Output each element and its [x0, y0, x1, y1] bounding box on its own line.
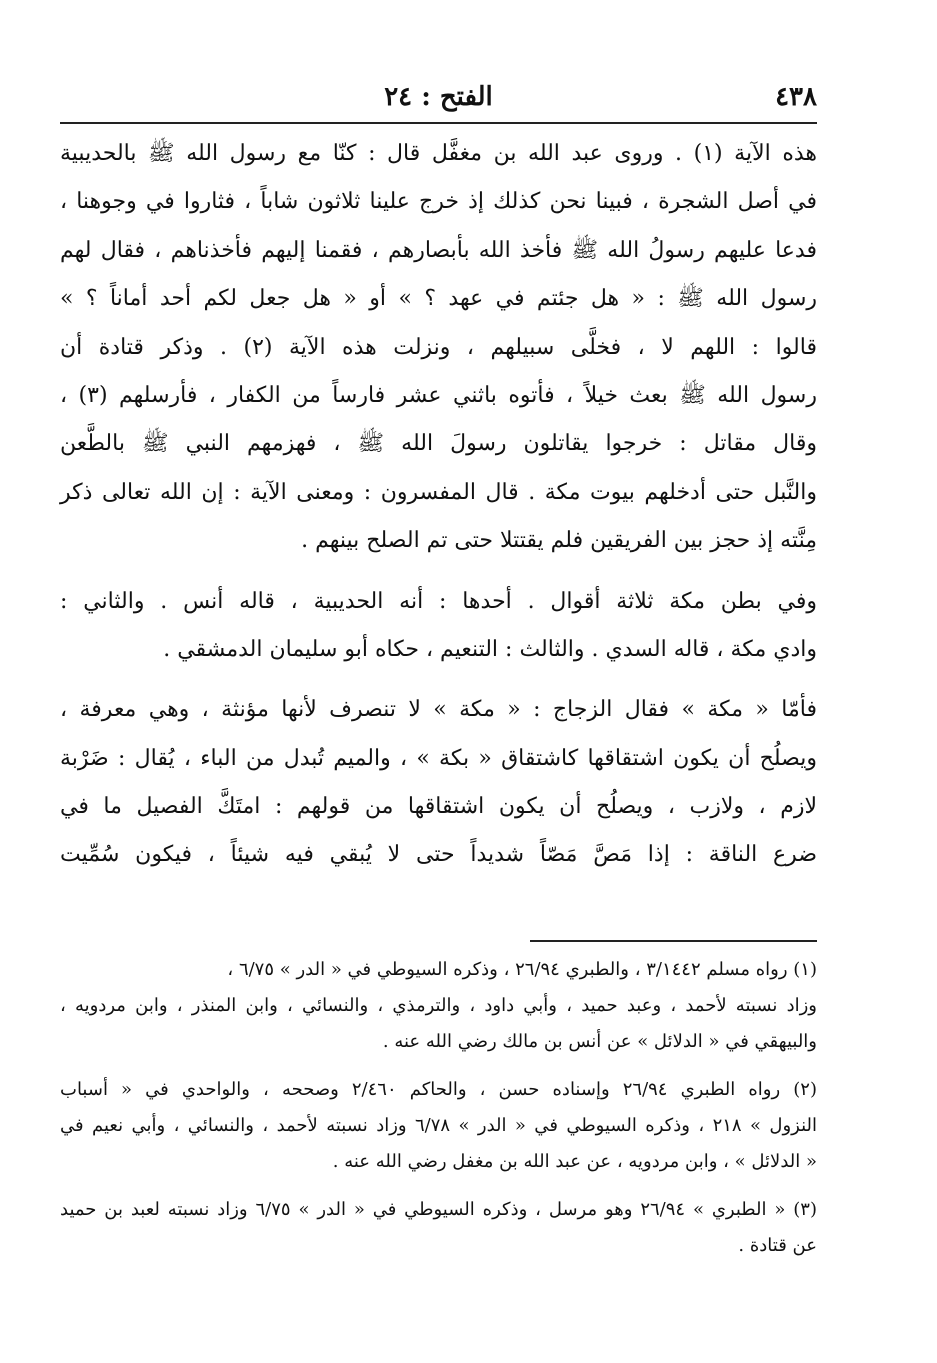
- text-line: قالوا : اللهم لا ، فخلَّى سبيلهم ، ونزلت هذه الآية (٢) . وذكر قتادة أن: [60, 334, 817, 360]
- footnotes: [60, 952, 817, 1264]
- text-line: في أصل الشجرة ، فبينا نحن كذلك إذ خرج علينا ثلاثون شاباً ، فثاروا في وجوهنا ،: [60, 189, 817, 215]
- running-title: الفتح : ٢٤: [384, 82, 493, 112]
- text-line: ضرع الناقة : إذا مَصَّ مَصّاً شديداً حتى لا يُبقي فيه شيئاً ، فيكون سُمِّيت: [60, 842, 817, 868]
- text-line: وفي بطن مكة ثلاثة أقوال . أحدها : أنه الحديبية ، قاله أنس . والثاني :: [60, 588, 817, 614]
- text-line: لازم ، ولازب ، ويصلُح أن يكون اشتقاقها من قولهم : امتَكَّ الفصيل ما في: [60, 794, 817, 820]
- text-line: هذه الآية (١) . وروى عبد الله بن مغفَّل قال : كنّا مع رسول الله ﷺ بالحديبية: [60, 141, 817, 166]
- footnote-line: والبيهقي في « الدلائل » عن أنس بن مالك رضي الله عنه .: [382, 1031, 817, 1052]
- footnote-divider: [530, 940, 817, 942]
- header-divider: [60, 122, 817, 124]
- page-number: ٤٣٨: [775, 82, 817, 112]
- text-line: مِنَّته إذ حجز بين الفريقين فلم يقتتلا حتى تم الصلح بينهم .: [301, 528, 817, 554]
- text-line: والنَّبل حتى أدخلهم بيوت مكة . قال المفسرون : ومعنى الآية : إن الله تعالى ذكر: [60, 479, 817, 505]
- text-line: وقال مقاتل : خرجوا يقاتلون رسولَ الله ﷺ ، فهزمهم النبي ﷺ بالطَّعن: [60, 431, 817, 457]
- text-line: وادي مكة ، قاله السدي . والثالث : التنعيم ، حكاه أبو سليمان الدمشقي .: [163, 636, 817, 662]
- text-line: فأمّا « مكة » فقال الزجاج : « مكة » لا تنصرف لأنها مؤنثة ، وهي معرفة ،: [60, 697, 817, 723]
- footnote-line: (٣) « الطبري » ٢٦/٩٤ وهو مرسل ، وذكره السيوطي في « الدر » ٦/٧٥ وزاد نسبته لعبد بن حميد: [60, 1199, 817, 1220]
- page-header: [60, 82, 817, 122]
- footnote-line: (١) رواه مسلم ٣/١٤٤٢ ، والطبري ٢٦/٩٤ ، وذكره السيوطي في « الدر » ٦/٧٥ ،: [227, 959, 817, 980]
- footnote-line: عن قتادة .: [738, 1235, 817, 1256]
- footnote-line: وزاد نسبته لأحمد ، وعبد حميد ، وأبي داود ، والترمذي ، والنسائي ، وابن المنذر ، وابن مردويه ،: [60, 995, 817, 1016]
- text-line: رسول الله ﷺ : « هل جئتم في عهد ؟ » أو « هل جعل لكم أحد أماناً ؟ »: [60, 286, 817, 312]
- footnote-line: النزول » ٢١٨ ، وذكره السيوطي في « الدر » ٦/٧٨ وزاد نسبته لأحمد ، والنسائي ، وأبي نعيم في: [60, 1115, 818, 1136]
- footnote-line: (٢) رواه الطبري ٢٦/٩٤ وإسناده حسن ، والحاكم ٢/٤٦٠ وصححه ، والواحدي في « أسباب: [60, 1079, 817, 1100]
- main-text: [60, 130, 817, 880]
- text-line: فدعا عليهم رسولُ الله ﷺ فأخذ الله بأبصارهم ، فقمنا إليهم فأخذناهم ، فقال لهم: [60, 237, 817, 263]
- text-line: رسول الله ﷺ بعث خيلاً ، فأتوه باثني عشر فارساً من الكفار ، فأرسلهم (٣) ،: [60, 382, 817, 408]
- footnote-line: « الدلائل » ، وابن مردويه ، عن عبد الله بن مغفل رضي الله عنه .: [332, 1151, 817, 1172]
- text-line: ويصلُح أن يكون اشتقاقها كاشتقاق « بكة » ، والميم تُبدل من الباء ، يُقال : ضَرْبة: [60, 745, 817, 771]
